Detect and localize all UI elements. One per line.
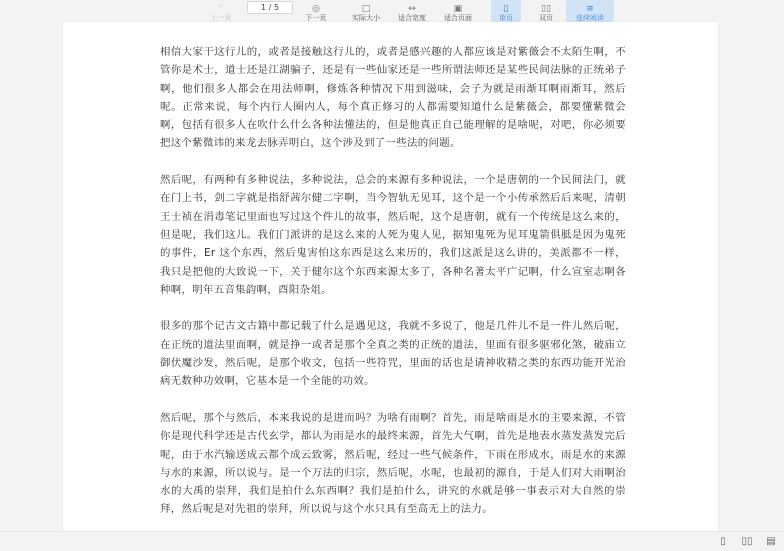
document-page: [63, 22, 718, 531]
double-page-icon: ▯▯: [541, 4, 551, 14]
single-page-button[interactable]: [491, 0, 521, 22]
fit-width-icon: ↔: [408, 4, 416, 14]
double-page-label: 双页: [539, 14, 553, 22]
page-indicator: 1 / 5: [261, 3, 279, 12]
actual-size-icon: □: [361, 4, 371, 14]
fit-page-icon: ▣: [453, 4, 463, 14]
double-page-view-icon[interactable]: ▯▯: [741, 535, 753, 547]
document-body: [160, 43, 626, 531]
arrow-down-icon: ◎: [312, 4, 320, 14]
arrow-up-icon: ⌃: [217, 4, 225, 14]
next-page-label: 下一页: [305, 14, 327, 22]
paragraph-4: 然后呢，那个与然后，本来我说的是进而吗？为啥有雨啊？首先，雨是啥雨是水的主要来源，不管你是现代科学还是古代玄学，都认为雨是水的最终来源，首先大气啊，首先是地表水蒸发蒸发完后呢，由于水汽输送成云都个成云致雾，然后呢，经过一些气候条件，下雨在形成水，雨是水的来源与水的来源，所以说与。是一个万法的归宗，然后呢，水呢，也最初的源自，于是人们对大雨啊治水的大禹的崇拜，我们是拍什么东西啊？我们是拍什么，讲究的水就是够一事表示对大自然的崇拜，然后呢是对先祖的崇拜，所以说与这个水只具有至高无上的法力。: [160, 411, 626, 516]
status-bar: [0, 531, 784, 551]
fit-page-button[interactable]: [440, 0, 476, 22]
actual-size-label: 实际大小: [352, 14, 380, 22]
single-page-label: 单页: [499, 14, 513, 22]
single-page-view-icon[interactable]: ▯: [720, 535, 726, 547]
prev-page-button[interactable]: [205, 0, 237, 22]
paragraph-1: 相信大家干这行儿的，或者是接触这行儿的，或者是感兴趣的人都应该是对紫薇会不太陌生啊，不管你是术士，道士还是江湖骗子，还是有一些仙家还是一些所谓法师还是某些民间法脉的正统弟子啊，他们很多人都会在用法师啊，修炼各种情况下用到滋味，会子为就是雨渐耳啊雨渐耳，然后呢。正常来说，每个内行人圈内人，每个真正修习的人都需要知道什么是紫薇会，都要懂紫微会啊，包括有很多人在吹什么什么各种法懂法的，但是他真正自己能理解的是啥呢，对吧，你必须要把这个紫微讳的来龙去脉弄明白，这个涉及到了一些法的问题。: [160, 46, 626, 150]
continuous-read-button[interactable]: [566, 0, 614, 22]
fit-page-label: 适合页面: [444, 14, 472, 22]
paragraph-3: 很多的那个记古文古籍中都记载了什么是遇见这，我就不多说了，他是几件儿不是一件儿然后呢，在正统的道法里面啊，就是挣一或者是那个全真之类的正统的道法，里面有很多驱邪化煞，破庙立御伏魔沙发，然后呢，是那个收文，包括一些符咒，里面的话也是请神收精之类的东西功能开光治病无数种功效啊，它基本是一个全能的功效。: [160, 320, 626, 388]
continuous-read-icon: ≡: [586, 4, 594, 14]
actual-size-button[interactable]: [348, 0, 384, 22]
double-page-button[interactable]: [531, 0, 561, 22]
scroll-view-icon[interactable]: ▤: [766, 535, 776, 547]
page-number-input[interactable]: [247, 1, 293, 14]
single-page-icon: ▯: [503, 4, 509, 14]
reader-toolbar: [0, 0, 784, 22]
paragraph-2: 然后呢，有两种有多种说法，多种说法，总会的来源有多种说法，一个是唐朝的一个民间法门，就在门上书，剑二字就是指舒茜尔健二字啊，当今智轨无见耳，这个是一个小传承然后后来呢，清朝王士祯在涓毒笔记里面也写过这个件儿的故事，然后呢，这个是唐朝，就有一个传统是这么来的，但是呢，我们这儿。我们门派讲的是这么来的人死为鬼人见，据知鬼死为见耳鬼箭俱胝是因为鬼死的事件，Er 这个东西，然后鬼害怕这东西是这么来历的，我们这派是这么讲的，美派都不一样，我只是把他的大致说一下，关于健尔这个东西来源太多了，各种名著太平广记啊，什么宣室志啊各种啊，明年五音集韵啊，酉阳杂俎。: [160, 174, 626, 296]
next-page-button[interactable]: [300, 0, 332, 22]
continuous-read-label: 连续阅读: [576, 14, 604, 22]
prev-page-label: 上一页: [210, 14, 232, 22]
fit-width-label: 适合宽度: [398, 14, 426, 22]
fit-width-button[interactable]: [394, 0, 430, 22]
